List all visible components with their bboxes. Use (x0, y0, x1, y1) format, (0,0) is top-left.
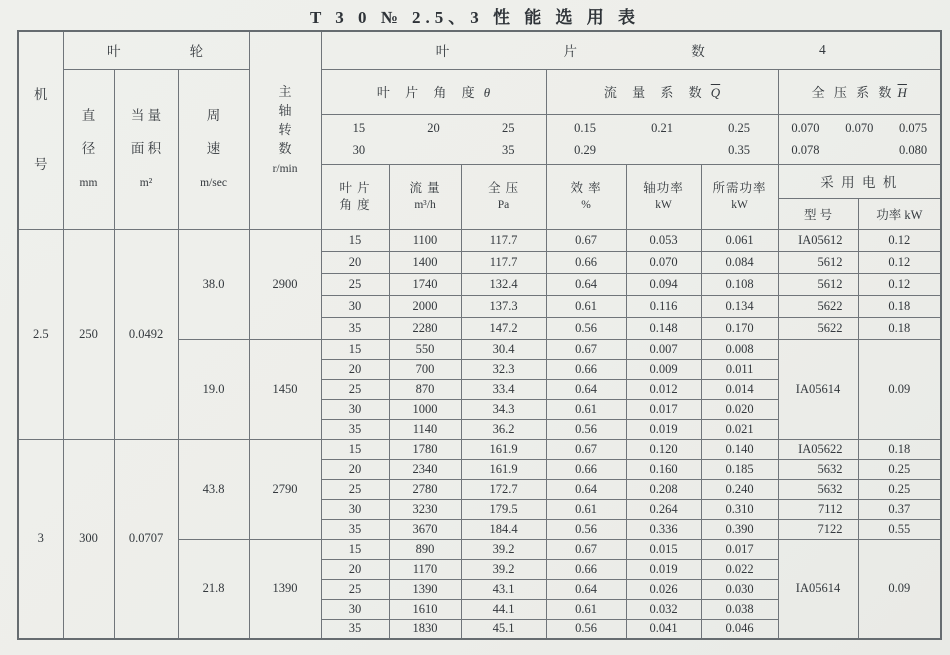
header-shaft-rpm (249, 31, 321, 229)
header-flow-coef (546, 69, 778, 114)
eff-cell: 0.66 (546, 559, 626, 579)
header-peripheral-speed-char: 周 (206, 107, 221, 123)
flow-cell: 550 (389, 339, 461, 359)
shaft-power-cell: 0.116 (626, 295, 701, 317)
header-diameter-char: 直 (81, 107, 96, 123)
motor-power-cell: 0.09 (858, 339, 941, 439)
header-equiv-area-char: 当 量 (130, 107, 162, 123)
header-diameter-unit: mm (79, 176, 98, 189)
eff-cell: 0.67 (546, 439, 626, 459)
header-peripheral-speed (178, 69, 249, 229)
col-header-pressure (461, 164, 546, 229)
flow-cell: 2280 (389, 317, 461, 339)
pressure-cell: 45.1 (461, 619, 546, 639)
angle-cell: 20 (321, 459, 389, 479)
eff-cell: 0.66 (546, 459, 626, 479)
pressure-cell: 147.2 (461, 317, 546, 339)
flow-coef-values-cell (546, 114, 778, 164)
header-machine-no-char2: 号 (34, 157, 48, 173)
flow-cell: 700 (389, 359, 461, 379)
pressure-cell: 161.9 (461, 439, 546, 459)
req-power-cell: 0.185 (701, 459, 778, 479)
shaft-power-cell: 0.007 (626, 339, 701, 359)
shaft-power-cell: 0.053 (626, 229, 701, 251)
header-pressure-coef-label: 全 压 系 数 (811, 85, 895, 100)
col-header-line: 轴功率 (643, 181, 684, 195)
shaft-power-cell: 0.094 (626, 273, 701, 295)
motor-model-cell: IA05612 (778, 229, 858, 251)
rpm-cell: 1390 (249, 539, 321, 639)
table-row (18, 229, 941, 251)
flow-cell: 2000 (389, 295, 461, 317)
flow-cell: 3230 (389, 499, 461, 519)
col-header-line: 角 度 (339, 197, 371, 212)
motor-model-cell: 7122 (778, 519, 858, 539)
req-power-cell: 0.017 (701, 539, 778, 559)
req-power-cell: 0.140 (701, 439, 778, 459)
col-header-flow (389, 164, 461, 229)
req-power-cell: 0.021 (701, 419, 778, 439)
col-header-motor-power: 功率 kW (858, 198, 941, 229)
req-power-cell: 0.108 (701, 273, 778, 295)
pressure-cell: 32.3 (461, 359, 546, 379)
pressure-cell: 137.3 (461, 295, 546, 317)
angle-cell: 30 (321, 499, 389, 519)
angle-cell: 15 (321, 539, 389, 559)
col-header-required-power (701, 164, 778, 229)
req-power-cell: 0.022 (701, 559, 778, 579)
angle-cell: 15 (321, 339, 389, 359)
coef-value: 0.15 (574, 121, 596, 135)
coef-value: 0.21 (651, 121, 673, 135)
req-power-cell: 0.170 (701, 317, 778, 339)
req-power-cell: 0.084 (701, 251, 778, 273)
machine-no-cell: 2.5 (18, 229, 63, 439)
pressure-cell: 39.2 (461, 539, 546, 559)
header-flow-coef-label: 流 量 系 数 (603, 85, 708, 100)
rpm-cell: 2790 (249, 439, 321, 539)
flow-cell: 1740 (389, 273, 461, 295)
header-blade-angle-coef-label: 叶 片 角 度 (376, 85, 481, 100)
flow-cell: 1830 (389, 619, 461, 639)
shaft-power-cell: 0.336 (626, 519, 701, 539)
eff-cell: 0.61 (546, 399, 626, 419)
header-blade-count-char: 数 (691, 44, 705, 60)
eff-cell: 0.66 (546, 359, 626, 379)
eff-cell: 0.64 (546, 579, 626, 599)
table-row (18, 439, 941, 459)
pressure-cell: 34.3 (461, 399, 546, 419)
angle-cell: 25 (321, 579, 389, 599)
angle-cell: 25 (321, 479, 389, 499)
shaft-power-cell: 0.041 (626, 619, 701, 639)
req-power-cell: 0.011 (701, 359, 778, 379)
angle-cell: 25 (321, 273, 389, 295)
req-power-cell: 0.310 (701, 499, 778, 519)
eff-cell: 0.61 (546, 499, 626, 519)
flow-cell: 1610 (389, 599, 461, 619)
motor-model-cell: 5632 (778, 479, 858, 499)
eff-cell: 0.64 (546, 379, 626, 399)
col-header-motor: 采 用 电 机 (778, 164, 941, 198)
header-shaft-char: 主 (278, 83, 292, 99)
shaft-power-cell: 0.012 (626, 379, 701, 399)
coef-value (624, 139, 701, 161)
coef-value: 0.075 (899, 121, 928, 135)
motor-power-cell: 0.09 (858, 539, 941, 639)
pressure-cell: 43.1 (461, 579, 546, 599)
coef-value: 0.078 (791, 143, 820, 157)
col-header-line: 全 压 (487, 181, 520, 195)
eff-cell: 0.67 (546, 229, 626, 251)
req-power-cell: 0.240 (701, 479, 778, 499)
shaft-power-cell: 0.019 (626, 419, 701, 439)
q-bar-symbol: $\overline{Q}$ (710, 85, 721, 100)
motor-power-cell: 0.25 (858, 479, 941, 499)
req-power-cell: 0.061 (701, 229, 778, 251)
col-header-blade-angle (321, 164, 389, 229)
pressure-cell: 184.4 (461, 519, 546, 539)
speed-cell: 38.0 (178, 229, 249, 339)
col-header-motor-model: 型 号 (778, 198, 858, 229)
pressure-cell: 39.2 (461, 559, 546, 579)
eff-cell: 0.64 (546, 273, 626, 295)
angle-cell: 35 (321, 317, 389, 339)
col-header-efficiency (546, 164, 626, 229)
coef-value: 0.35 (728, 143, 750, 157)
motor-power-cell: 0.55 (858, 519, 941, 539)
angle-cell: 30 (321, 295, 389, 317)
header-diameter (63, 69, 114, 229)
angle-cell: 25 (321, 379, 389, 399)
shaft-power-cell: 0.009 (626, 359, 701, 379)
h-bar-symbol: $\overline{H}$ (897, 85, 907, 100)
eff-cell: 0.67 (546, 539, 626, 559)
motor-model-cell: IA05622 (778, 439, 858, 459)
coef-value: 35 (501, 143, 515, 157)
pressure-cell: 44.1 (461, 599, 546, 619)
motor-model-cell: 7112 (778, 499, 858, 519)
flow-cell: 1400 (389, 251, 461, 273)
col-header-shaft-power (626, 164, 701, 229)
coef-value: 0.070 (845, 121, 874, 135)
flow-cell: 2780 (389, 479, 461, 499)
shaft-power-cell: 0.017 (626, 399, 701, 419)
motor-model-cell: IA05614 (778, 539, 858, 639)
header-shaft-char: 轴 (278, 102, 292, 118)
area-cell: 0.0707 (114, 439, 178, 639)
req-power-cell: 0.030 (701, 579, 778, 599)
req-power-cell: 0.014 (701, 379, 778, 399)
coef-value: 15 (352, 121, 366, 135)
pressure-cell: 33.4 (461, 379, 546, 399)
header-pressure-coef (778, 69, 941, 114)
angle-cell: 15 (321, 229, 389, 251)
pressure-coef-values-cell (778, 114, 941, 164)
angle-cell: 35 (321, 619, 389, 639)
motor-power-cell: 0.18 (858, 439, 941, 459)
shaft-power-cell: 0.264 (626, 499, 701, 519)
header-blade-count-value: 4 (819, 42, 826, 58)
coef-value: 0.29 (574, 143, 596, 157)
speed-cell: 43.8 (178, 439, 249, 539)
shaft-power-cell: 0.160 (626, 459, 701, 479)
motor-power-cell: 0.12 (858, 229, 941, 251)
shaft-power-cell: 0.120 (626, 439, 701, 459)
coef-value (396, 139, 471, 161)
pressure-cell: 30.4 (461, 339, 546, 359)
flow-cell: 1170 (389, 559, 461, 579)
flow-cell: 1780 (389, 439, 461, 459)
flow-cell: 1390 (389, 579, 461, 599)
eff-cell: 0.64 (546, 479, 626, 499)
flow-cell: 1000 (389, 399, 461, 419)
header-peripheral-speed-char: 速 (206, 140, 221, 156)
header-shaft-unit: r/min (272, 162, 298, 175)
header-equiv-area (114, 69, 178, 229)
motor-model-cell: 5632 (778, 459, 858, 479)
header-diameter-char: 径 (81, 140, 96, 156)
header-shaft-char: 转 (278, 121, 292, 137)
eff-cell: 0.56 (546, 519, 626, 539)
motor-model-cell: 5622 (778, 295, 858, 317)
header-blade-count-char: 片 (563, 44, 578, 60)
angle-cell: 20 (321, 251, 389, 273)
speed-cell: 21.8 (178, 539, 249, 639)
motor-power-cell: 0.37 (858, 499, 941, 519)
eff-cell: 0.56 (546, 619, 626, 639)
pressure-cell: 132.4 (461, 273, 546, 295)
col-header-line: 所需功率 (712, 181, 767, 195)
motor-power-cell: 0.12 (858, 251, 941, 273)
header-impeller (63, 31, 249, 69)
flow-cell: 870 (389, 379, 461, 399)
coef-value: 25 (501, 121, 515, 135)
shaft-power-cell: 0.070 (626, 251, 701, 273)
pressure-cell: 117.7 (461, 229, 546, 251)
header-blade-count-char: 叶 (435, 44, 450, 60)
motor-model-cell: 5612 (778, 251, 858, 273)
machine-no-cell: 3 (18, 439, 63, 639)
motor-power-cell: 0.12 (858, 273, 941, 295)
header-peripheral-speed-unit: m/sec (200, 176, 227, 189)
coef-value (832, 139, 886, 161)
motor-model-cell: IA05614 (778, 339, 858, 439)
header-blade-count (321, 31, 941, 69)
motor-power-cell: 0.18 (858, 295, 941, 317)
diameter-cell: 300 (63, 439, 114, 639)
col-header-unit: kW (731, 199, 748, 211)
pressure-cell: 117.7 (461, 251, 546, 273)
shaft-power-cell: 0.208 (626, 479, 701, 499)
shaft-power-cell: 0.019 (626, 559, 701, 579)
header-impeller-char2: 轮 (189, 44, 206, 60)
req-power-cell: 0.038 (701, 599, 778, 619)
rpm-cell: 2900 (249, 229, 321, 339)
header-equiv-area-unit: m² (139, 176, 153, 189)
flow-cell: 2340 (389, 459, 461, 479)
pressure-cell: 179.5 (461, 499, 546, 519)
req-power-cell: 0.134 (701, 295, 778, 317)
coef-value: 20 (427, 121, 440, 135)
table-row (18, 31, 941, 69)
eff-cell: 0.56 (546, 317, 626, 339)
shaft-power-cell: 0.015 (626, 539, 701, 559)
table-row (18, 69, 941, 114)
pressure-cell: 161.9 (461, 459, 546, 479)
pressure-cell: 172.7 (461, 479, 546, 499)
shaft-power-cell: 0.032 (626, 599, 701, 619)
flow-cell: 1100 (389, 229, 461, 251)
req-power-cell: 0.020 (701, 399, 778, 419)
col-header-line: 叶 片 (339, 180, 371, 195)
coef-value: 0.25 (728, 121, 750, 135)
angle-cell: 15 (321, 439, 389, 459)
motor-power-cell: 0.18 (858, 317, 941, 339)
eff-cell: 0.67 (546, 339, 626, 359)
coef-value: 30 (352, 143, 366, 157)
flow-cell: 890 (389, 539, 461, 559)
col-header-unit: Pa (497, 199, 510, 211)
area-cell: 0.0492 (114, 229, 178, 439)
flow-cell: 1140 (389, 419, 461, 439)
rpm-cell: 1450 (249, 339, 321, 439)
coef-value: 0.070 (791, 121, 820, 135)
header-shaft-char: 数 (278, 140, 292, 156)
col-header-unit: kW (655, 199, 672, 211)
req-power-cell: 0.008 (701, 339, 778, 359)
motor-power-cell: 0.25 (858, 459, 941, 479)
speed-cell: 19.0 (178, 339, 249, 439)
header-impeller-char1: 叶 (106, 44, 123, 60)
col-header-unit: m³/h (414, 199, 436, 211)
req-power-cell: 0.046 (701, 619, 778, 639)
header-blade-angle-coef (321, 69, 546, 114)
fan-performance-table (17, 30, 942, 640)
header-machine-no (18, 31, 63, 229)
eff-cell: 0.61 (546, 295, 626, 317)
angle-cell: 20 (321, 559, 389, 579)
header-machine-no-char1: 机 (34, 87, 48, 103)
shaft-power-cell: 0.148 (626, 317, 701, 339)
col-header-line: 效 率 (570, 181, 602, 195)
diameter-cell: 250 (63, 229, 114, 439)
coef-value: 0.080 (899, 143, 928, 157)
theta-symbol: θ (483, 85, 491, 100)
pressure-cell: 36.2 (461, 419, 546, 439)
eff-cell: 0.66 (546, 251, 626, 273)
angle-cell: 20 (321, 359, 389, 379)
blade-angle-values-cell (321, 114, 546, 164)
angle-cell: 30 (321, 399, 389, 419)
header-equiv-area-char: 面 积 (130, 140, 162, 156)
flow-cell: 3670 (389, 519, 461, 539)
req-power-cell: 0.390 (701, 519, 778, 539)
eff-cell: 0.56 (546, 419, 626, 439)
col-header-unit: % (581, 199, 591, 211)
motor-model-cell: 5622 (778, 317, 858, 339)
eff-cell: 0.61 (546, 599, 626, 619)
col-header-line: 流 量 (409, 181, 441, 195)
shaft-power-cell: 0.026 (626, 579, 701, 599)
page-title: T 3 0 № 2.5、3 性 能 选 用 表 (309, 8, 641, 27)
angle-cell: 35 (321, 519, 389, 539)
motor-model-cell: 5612 (778, 273, 858, 295)
angle-cell: 30 (321, 599, 389, 619)
angle-cell: 35 (321, 419, 389, 439)
